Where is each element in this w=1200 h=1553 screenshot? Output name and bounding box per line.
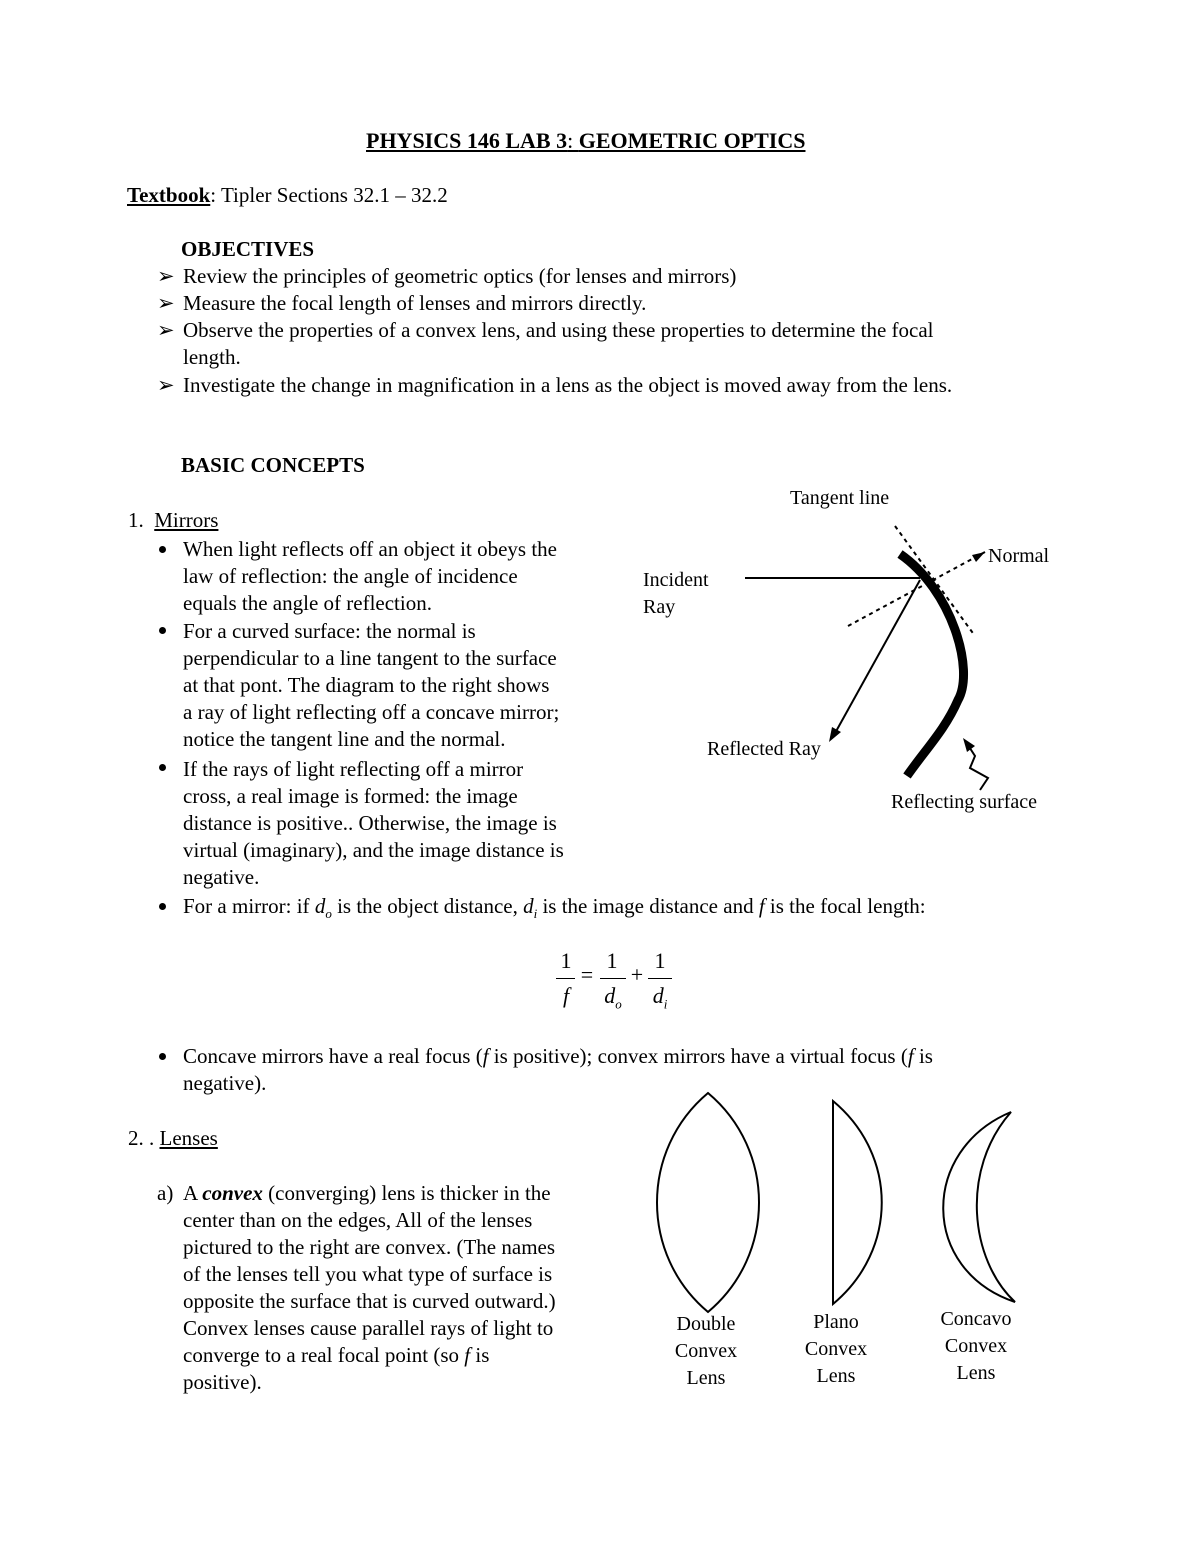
- plus-sign: +: [630, 962, 644, 987]
- term1-numerator: 1: [606, 948, 618, 973]
- term2-numerator: 1: [654, 948, 666, 973]
- textbook-value: : Tipler Sections 32.1 – 32.2: [210, 183, 448, 207]
- label-normal: Normal: [988, 545, 1050, 567]
- equals-sign: =: [580, 962, 594, 987]
- lens-item-a-line8: positive).: [183, 1370, 262, 1394]
- label-plano-convex-lens: Plano Convex Lens: [804, 1311, 868, 1387]
- objectives-heading: OBJECTIVES: [181, 237, 315, 261]
- objective-item: ➢ Measure the focal length of lenses and mirrors directly.: [157, 291, 647, 315]
- arrow-bullet-icon: ➢: [157, 318, 175, 342]
- arrow-bullet-icon: ➢: [157, 264, 175, 288]
- mirror-bullet-real-image: If the rays of light reflecting off a mirror cross, a real image is formed: the image distance is positive.. Otherwise, the image is virtual (imaginary), and the image distance is negative.: [183, 757, 564, 889]
- reflecting-surface-curve: [900, 554, 964, 776]
- lhs-denominator: f: [562, 983, 570, 1008]
- mirror-bullet-reflection-law: When light reflects off an object it obeys the law of reflection: the angle of incidence equals the angle of reflection.: [183, 537, 557, 615]
- lhs-numerator: 1: [560, 948, 572, 973]
- label-concavo-convex-lens: Concavo Convex Lens: [940, 1308, 1012, 1384]
- basic-concepts-heading: BASIC CONCEPTS: [181, 453, 365, 477]
- textbook-label: Textbook: [127, 183, 211, 207]
- title-part2: GEOMETRIC OPTICS: [578, 128, 806, 153]
- objective-item: ➢ Investigate the change in magnification in a lens as the object is moved away from the lens.: [157, 373, 953, 397]
- label-incident-ray: Incident Ray: [643, 569, 709, 618]
- title-part1: PHYSICS 146 LAB 3: [366, 128, 568, 153]
- tangent-line: [895, 526, 975, 636]
- normal-arrowhead-icon: [972, 552, 985, 562]
- label-reflected-ray: Reflected Ray: [707, 738, 821, 760]
- focus-note-line1: Concave mirrors have a real focus (f is positive); convex mirrors have a virtual focus (f is: [183, 1044, 933, 1068]
- objective-item-continuation: length.: [183, 345, 241, 369]
- label-tangent-line: Tangent line: [790, 487, 890, 509]
- lens-item-a-marker: a): [157, 1181, 174, 1205]
- lens-item-a-body: center than on the edges, All of the lenses pictured to the right are convex. (The names of the lenses tell you what type of surface is opposite the surface that is curved outward.) Convex lenses cause parallel rays of light to: [183, 1208, 556, 1340]
- term2-denominator: $d_i$: [652, 983, 668, 1012]
- objective-item: ➢ Review the principles of geometric optics (for lenses and mirrors): [157, 264, 737, 288]
- title-separator: :: [567, 128, 579, 153]
- label-double-convex-lens: Double Convex Lens: [674, 1313, 738, 1389]
- lenses-section-title: 2. . Lenses: [128, 1126, 218, 1150]
- objective-item: ➢ Observe the properties of a convex lens, and using these properties to determine the focal: [157, 318, 934, 342]
- focus-note-line2: negative).: [183, 1071, 267, 1095]
- arrow-bullet-icon: ➢: [157, 291, 175, 315]
- mirrors-section-title: 1. Mirrors: [128, 508, 219, 532]
- term1-denominator: $d_o$: [604, 983, 622, 1012]
- reflecting-surface-arrowhead-icon: [963, 738, 975, 752]
- lens-item-a-line1: A convex (converging) lens is thicker in the: [183, 1181, 551, 1205]
- mirror-bullet-curved-surface: For a curved surface: the normal is perpendicular to a line tangent to the surface at that pont. The diagram to the right shows a ray of light reflecting off a concave mirror; notice the tangent line and the normal.: [183, 619, 560, 751]
- mirror-formula-intro: For a mirror: if $d_o$ is the object distance, $d_i$ is the image distance and f is the focal length:: [183, 894, 926, 922]
- arrow-bullet-icon: ➢: [157, 373, 175, 397]
- label-reflecting-surface: Reflecting surface: [891, 791, 1038, 813]
- reflected-ray-arrowhead-icon: [829, 727, 841, 742]
- reflected-ray: [834, 580, 920, 735]
- lens-item-a-line7: converge to a real focal point (so f is: [183, 1343, 490, 1367]
